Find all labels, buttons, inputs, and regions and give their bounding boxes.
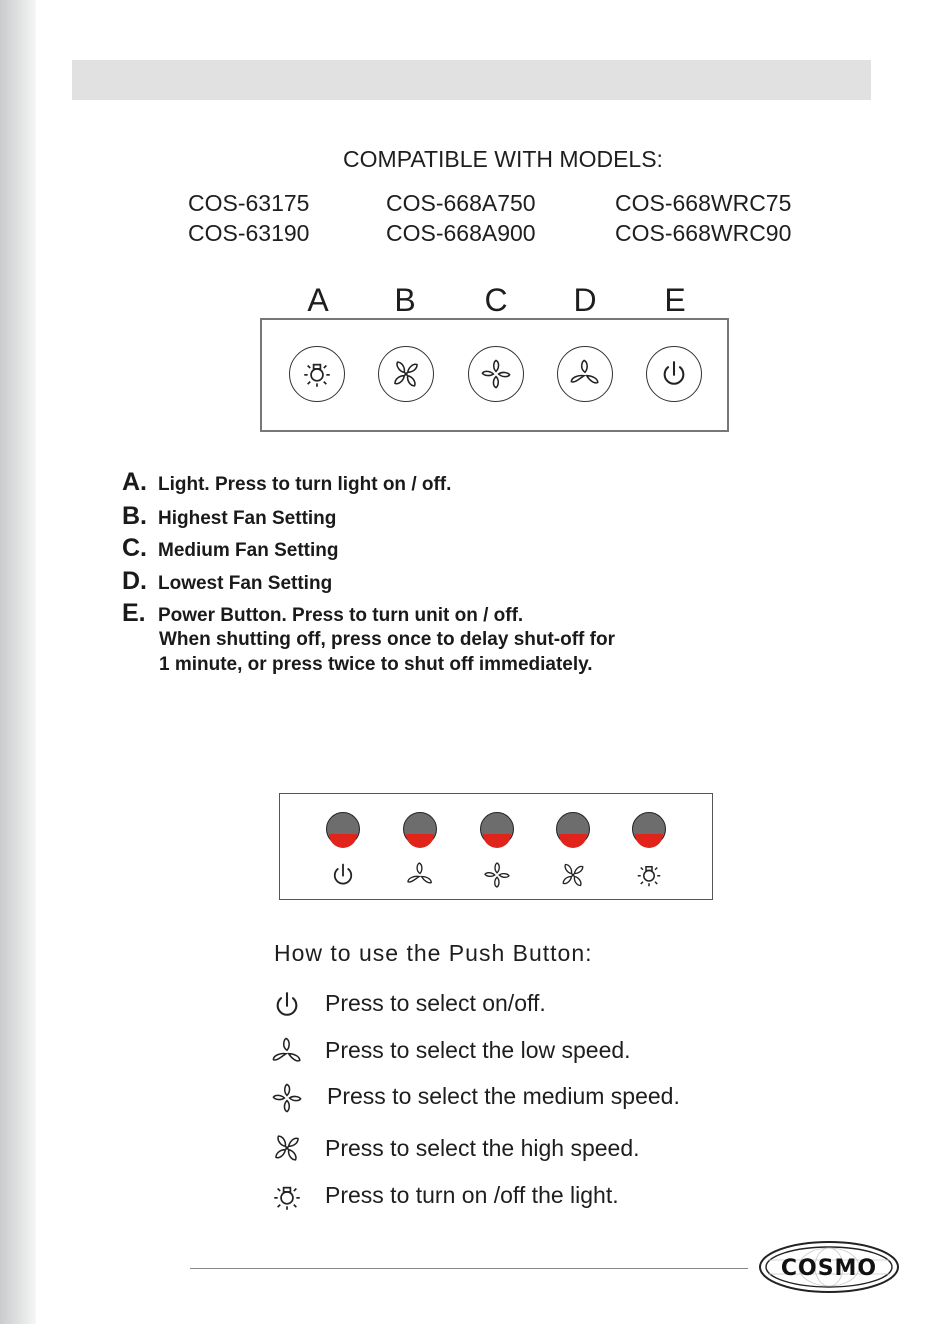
legend-text: Highest Fan Setting	[158, 508, 337, 529]
button-letter-b: B	[394, 282, 416, 318]
fan-medium-button	[468, 346, 524, 402]
light-icon	[300, 357, 334, 391]
howto-text: Press to select the low speed.	[325, 1037, 631, 1063]
howto-item	[270, 1180, 830, 1220]
model-number: COS-668A900	[386, 220, 536, 246]
model-number: COS-668WRC75	[615, 190, 792, 216]
legend-continuation: 1 minute, or press twice to shut off immediately.	[159, 654, 593, 675]
fan-low-icon	[405, 860, 435, 890]
howto-text: Press to select on/off.	[325, 990, 546, 1016]
fan-high-icon	[270, 1131, 304, 1165]
cosmo-logo	[758, 1240, 900, 1294]
control-panel-diagram	[260, 318, 729, 432]
fan-low-icon	[270, 1035, 304, 1069]
legend-continuation: When shutting off, press once to delay shut-off for	[159, 629, 615, 650]
fan-high-button	[378, 346, 434, 402]
button-letter-c: C	[484, 282, 508, 318]
power-icon	[270, 988, 304, 1022]
model-number: COS-668A750	[386, 190, 536, 216]
howto-item	[270, 1081, 830, 1121]
light-button	[289, 346, 345, 402]
indicator-led	[480, 812, 514, 846]
button-letter-e: E	[664, 282, 686, 318]
legend-item	[122, 502, 336, 531]
howto-text: Press to turn on /off the light.	[325, 1182, 619, 1208]
legend-item	[122, 567, 332, 596]
fan-high-icon	[389, 357, 423, 391]
legend-text: Medium Fan Setting	[158, 540, 339, 561]
model-number: COS-668WRC90	[615, 220, 792, 246]
legend-letter: A.	[122, 468, 147, 496]
button-letter-a: A	[307, 282, 329, 318]
howto-item	[270, 988, 830, 1028]
model-column	[386, 188, 536, 248]
fan-high-icon	[558, 860, 588, 890]
light-icon	[634, 860, 664, 890]
legend-letter: C.	[122, 534, 147, 562]
button-letter-d: D	[573, 282, 597, 318]
indicator-led	[556, 812, 590, 846]
compatible-models-title: COMPATIBLE WITH MODELS:	[343, 146, 663, 172]
indicator-led	[326, 812, 360, 846]
header-bar	[72, 60, 871, 100]
light-icon	[270, 1180, 304, 1214]
howto-text: Press to select the medium speed.	[327, 1083, 680, 1109]
fan-medium-icon	[270, 1081, 304, 1115]
fan-medium-icon	[479, 357, 513, 391]
fan-low-icon	[568, 357, 602, 391]
panel-button-letters	[0, 282, 936, 322]
model-number: COS-63190	[188, 220, 310, 246]
howto-text: Press to select the high speed.	[325, 1135, 640, 1161]
model-number: COS-63175	[188, 190, 310, 216]
power-icon	[657, 357, 691, 391]
legend-text: Lowest Fan Setting	[158, 573, 333, 594]
fan-medium-icon	[482, 860, 512, 890]
indicator-led	[403, 812, 437, 846]
legend-text: Power Button. Press to turn unit on / off.	[158, 605, 524, 626]
howto-item	[270, 1035, 830, 1075]
legend-letter: E.	[122, 599, 146, 627]
footer-divider	[190, 1268, 748, 1269]
indicator-led	[632, 812, 666, 846]
howto-item	[270, 1131, 830, 1171]
power-button	[646, 346, 702, 402]
legend-text: Light. Press to turn light on / off.	[158, 474, 452, 495]
model-column	[615, 188, 791, 248]
legend-letter: B.	[122, 502, 147, 530]
legend-item	[122, 468, 451, 497]
legend-letter: D.	[122, 567, 147, 595]
push-button-panel-diagram	[279, 793, 713, 900]
svg-text:COSMO: COSMO	[780, 1256, 878, 1281]
fan-low-button	[557, 346, 613, 402]
model-list	[0, 188, 936, 258]
legend-item	[122, 599, 523, 628]
legend-item	[122, 534, 339, 563]
model-column	[188, 188, 309, 248]
howto-title: How to use the Push Button:	[274, 940, 593, 966]
power-icon	[328, 860, 358, 890]
